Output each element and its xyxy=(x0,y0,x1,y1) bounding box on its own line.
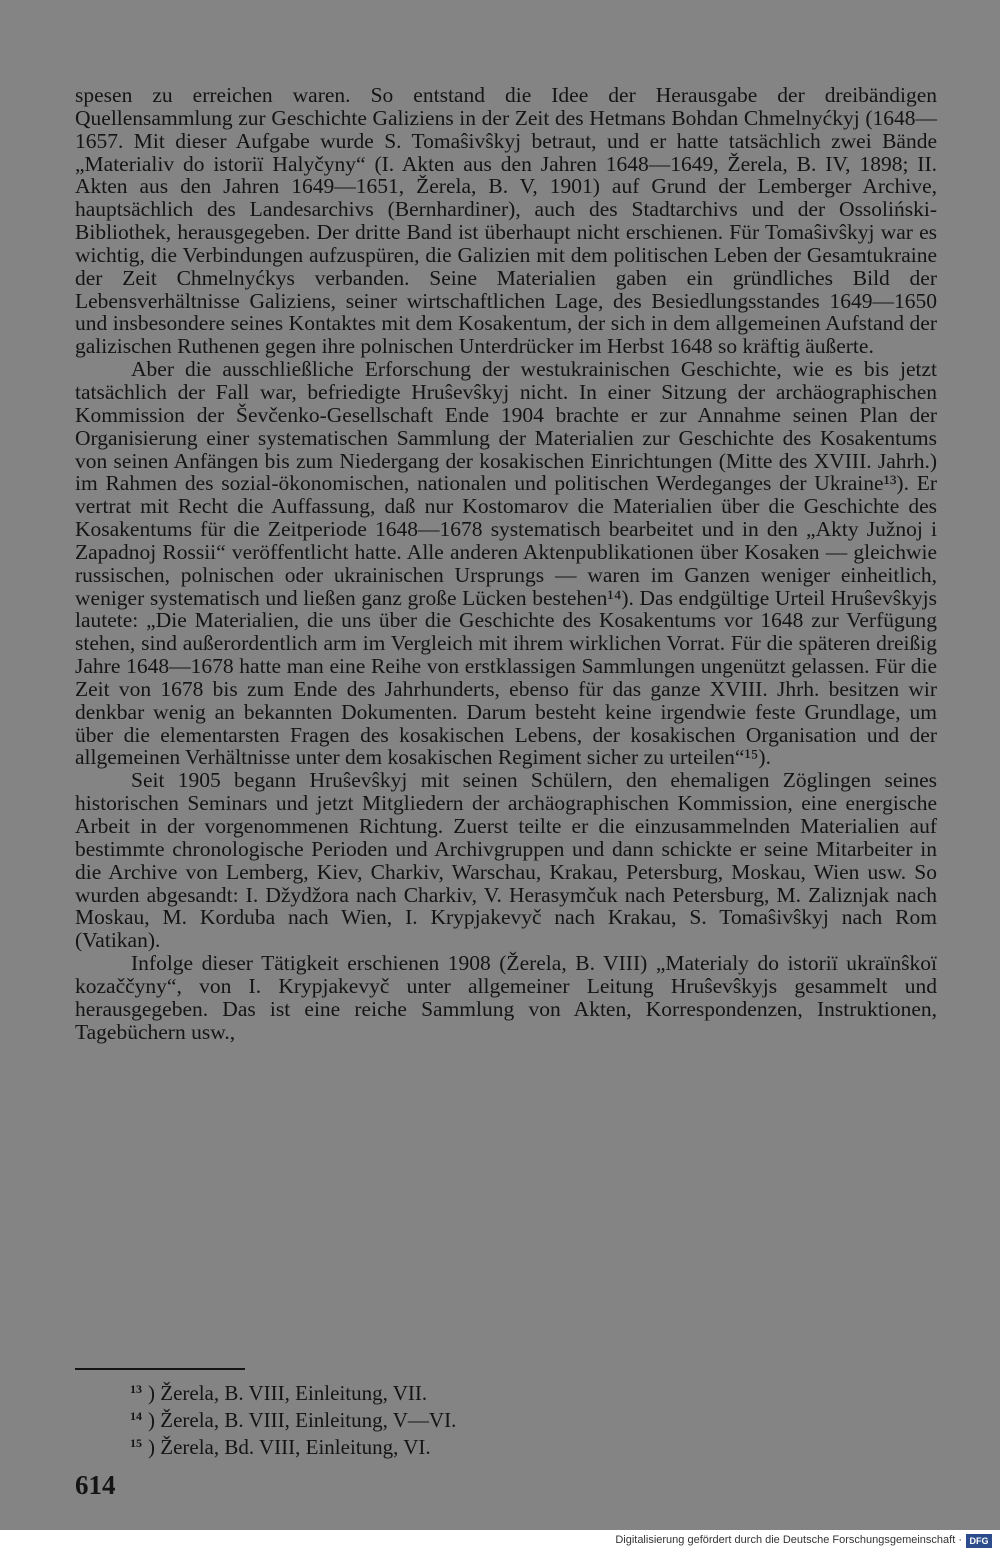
footnote-13: $^{13}$ ) Žerela, B. VIII, Einleitung, VII. xyxy=(130,1381,428,1405)
footnote-text: Žerela, B. VIII, Einleitung, VII. xyxy=(160,1381,428,1405)
footnote-14: $^{14}$ ) Žerela, B. VIII, Einleitung, V—VI. xyxy=(130,1408,457,1432)
footnote-mark: 15 xyxy=(130,1436,142,1450)
credit-bar xyxy=(0,1530,1000,1553)
footnote-mark: 13 xyxy=(130,1382,142,1396)
page-number: 614 xyxy=(75,1470,116,1500)
footnote-text: Žerela, Bd. VIII, Einleitung, VI. xyxy=(160,1435,431,1459)
footnote-mark: 14 xyxy=(130,1409,142,1423)
footnote-text: Žerela, B. VIII, Einleitung, V—VI. xyxy=(160,1408,457,1432)
dfg-logo: DFG xyxy=(966,1534,992,1548)
footnote-15: $^{15}$ ) Žerela, Bd. VIII, Einleitung, VI. xyxy=(130,1435,431,1459)
paragraph-4: Infolge dieser Tätigkeit erschienen 1908 (Žerela, B. VIII) „Materialy do istoriï ukraïnŝkoï kozaččyny“, von I. Krypjakevyč unter allgemeiner Leitung Hruŝevŝkyjs gesammelt und herausgegeben. Das ist eine reiche Sammlung von Akten, Korrespondenzen, Instruktionen, Tagebüchern usw., xyxy=(75,951,937,1044)
footnotes xyxy=(130,1378,456,1459)
body-text xyxy=(75,84,937,1043)
paragraph-3: Seit 1905 begann Hruŝevŝkyj mit seinen Schülern, den ehemaligen Zöglingen seines historischen Seminars und jetzt Mitgliedern der archäographischen Kommission, eine energische Arbeit in der vorgenommenen Richtung. Zuerst teilte er die einzusammelnden Materialien auf bestimmte chronologische Perioden und Archivgruppen und dann schickte er seine Mitarbeiter in die Archive von Lemberg, Kiev, Charkiv, Warschau, Krakau, Petersburg, Moskau, Wien usw. So wurden abgesandt: I. Džydžora nach Charkiv, V. Herasymčuk nach Petersburg, M. Zaliznjak nach Moskau, M. Korduba nach Wien, I. Krypjakevyč nach Krakau, S. Tomaŝivŝkyj nach Rom (Vatikan). xyxy=(75,768,937,953)
paragraph-2: Aber die ausschließliche Erforschung der westukrainischen Geschichte, wie es bis jetzt tatsächlich der Fall war, befriedigte Hruŝevŝkyj nicht. In einer Sitzung der archäographischen Kommission der Ševčenko-Gesellschaft Ende 1904 brachte er zur Annahme seinen Plan der Organisierung einer systematischen Sammlung der Materialien zur Geschichte des Kosakentums von seinen Anfängen bis zum Niedergang der kosakischen Einrichtungen (Mitte des XVIII. Jahrh.) im Rahmen des sozial-ökonomischen, nationalen und politischen Werdeganges der Ukraine¹³). Er vertrat mit Recht die Auffassung, daß nur Kostomarov die Materialien über die Geschichte des Kosakentums für die Zeitperiode 1648—1678 systematisch bearbeitet und in den „Akty Južnoj i Zapadnoj Rossii“ veröffentlicht hatte. Alle anderen Aktenpublikationen über Kosaken — gleichwie russischen, polnischen oder ukrainischen Ursprungs — waren im Ganzen weniger einheitlich, weniger systematisch und ließen ganz große Lücken bestehen¹⁴). Das endgültige Urteil Hruŝevŝkyjs lautete: „Die Materialien, die uns über die Geschichte des Kosakentums vor 1648 zur Verfügung stehen, sind außerordentlich arm im Vergleich mit ihrem wirklichen Vorrat. Für die späteren dreißig Jahre 1648—1678 hatte man eine Reihe von erstklassigen Sammlungen ungenützt gelassen. Für die Zeit von 1678 bis zum Ende des Jahrhunderts, ebenso für das ganze XVIII. Jhrh. besitzen wir denkbar wenig an bekannten Dokumenten. Darum besteht keine irgendwie feste Grundlage, um über die elementarsten Fragen des kosakischen Lebens, der kosakischen Organisation und der allgemeinen Verhältnisse unter dem kosakischen Regiment sicher zu urteilen“¹⁵). xyxy=(75,357,937,770)
credit-text: Digitalisierung gefördert durch die Deutsche Forschungsgemeinschaft · xyxy=(615,1534,962,1546)
paragraph-1: spesen zu erreichen waren. So entstand die Idee der Herausgabe der dreibändigen Quellensammlung zur Geschichte Galiziens in der Zeit des Hetmans Bohdan Chmelnyćkyj (1648—1657. Mit dieser Aufgabe wurde S. Tomaŝivŝkyj betraut, und er hatte tatsächlich zwei Bände „Materialiv do istoriï Halyčyny“ (I. Akten aus den Jahren 1648—1649, Žerela, B. IV, 1898; II. Akten aus den Jahren 1649—1651, Žerela, B. V, 1901) auf Grund der Lemberger Archive, hauptsächlich des Landesarchivs (Bernhardiner), auch des Stadtarchivs und der Ossoliński-Bibliothek, herausgegeben. Der dritte Band ist überhaupt nicht erschienen. Für Tomaŝivŝkyj war es wichtig, die Verbindungen aufzuspüren, die Galizien mit dem politischen Leben der Gesamtukraine der Zeit Chmelnyćkys verbanden. Seine Materialien gaben ein gründliches Bild der Lebensverhältnisse Galiziens, seiner wirtschaftlichen Lage, des Besiedlungsstandes 1649—1650 und insbesondere seines Kontaktes mit dem Kosakentum, der sich in dem allgemeinen Aufstand der galizischen Ruthenen gegen ihre polnischen Unterdrücker im Herbst 1648 so kräftig äußerte. xyxy=(75,83,937,359)
footnote-divider xyxy=(75,1368,245,1370)
